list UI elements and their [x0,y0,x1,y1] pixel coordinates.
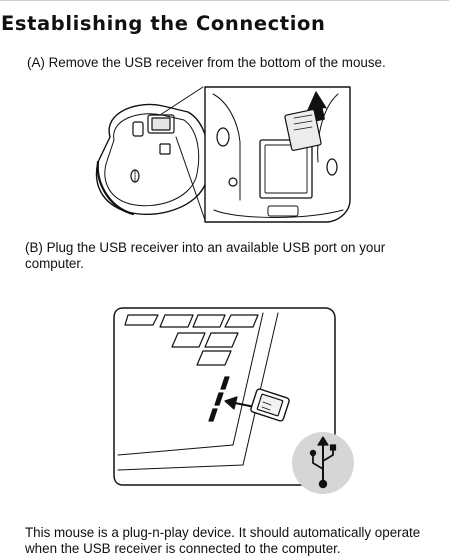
usb-icon [292,432,354,494]
mouse-bottom-view [97,104,209,214]
laptop-usb-port-illustration [113,305,363,500]
plug-and-play-note: This mouse is a plug-n-play device. It should automatically operate when the USB receiver is connected to the computer. [25,525,421,556]
step-b-text: (B) Plug the USB receiver into an available USB port on your computer. [25,240,386,271]
page-title: Establishing the Connection [1,12,326,35]
top-rule [0,0,449,1]
mouse-receiver-removal-illustration [88,82,358,227]
usb-receiver [250,388,290,421]
step-a-text: (A) Remove the USB receiver from the bottom of the mouse. [27,55,386,70]
zoom-panel [205,87,350,222]
